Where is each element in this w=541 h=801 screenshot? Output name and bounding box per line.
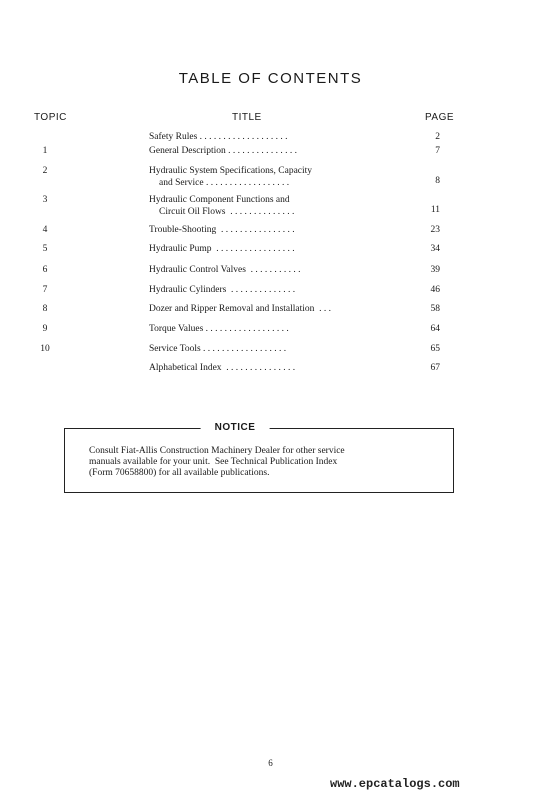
- toc-title: [149, 194, 409, 218]
- toc-topic: 3: [42, 195, 48, 205]
- page-title: TABLE OF CONTENTS: [178, 70, 363, 87]
- column-header-topic: TOPIC: [34, 112, 67, 123]
- toc-topic: 6: [42, 265, 48, 275]
- toc-title-line: Circuit Oil Flows . . . . . . . . . . . . . .: [159, 207, 295, 217]
- toc-title: [149, 224, 409, 236]
- toc-page: 58: [430, 304, 440, 314]
- toc-page: 11: [430, 205, 440, 215]
- toc-page: 39: [430, 265, 440, 275]
- toc-title-line: Hydraulic System Specifications, Capacity: [149, 166, 313, 176]
- toc-page: 7: [435, 146, 440, 156]
- toc-title: [149, 145, 409, 157]
- toc-title: [149, 303, 409, 315]
- toc-title: [149, 131, 409, 143]
- toc-page: 34: [430, 244, 440, 254]
- toc-title: [149, 343, 409, 355]
- toc-title: [149, 284, 409, 296]
- toc-title-line: Hydraulic Component Functions and: [149, 195, 290, 205]
- toc-title-line: Hydraulic Pump . . . . . . . . . . . . . . . . .: [149, 244, 295, 254]
- toc-title-line: Dozer and Ripper Removal and Installation . . .: [149, 304, 332, 314]
- toc-title: [149, 264, 409, 276]
- toc-title-line: Torque Values . . . . . . . . . . . . . . . . . .: [149, 324, 289, 334]
- page-number: 6: [268, 758, 273, 768]
- toc-page: 8: [435, 176, 440, 186]
- toc-page: 64: [430, 324, 440, 334]
- toc-page: 65: [430, 344, 440, 354]
- column-header-title: TITLE: [232, 112, 262, 123]
- toc-page: 2: [435, 132, 440, 142]
- toc-topic: 4: [42, 225, 48, 235]
- toc-topic: 2: [42, 166, 48, 176]
- toc-page: 67: [430, 363, 440, 373]
- toc-title: [149, 362, 409, 374]
- notice-text: Consult Fiat-Allis Construction Machinery Dealer for other service manuals available for your unit. See Technical Publication Index (Form 70658800) for all available publications.: [89, 446, 345, 478]
- toc-topic: 1: [42, 146, 48, 156]
- toc-title-line: Hydraulic Control Valves . . . . . . . . . . .: [149, 265, 301, 275]
- toc-topic: 8: [42, 304, 48, 314]
- toc-title: [149, 323, 409, 335]
- watermark: www.epcatalogs.com: [330, 777, 460, 791]
- toc-title-line: Safety Rules . . . . . . . . . . . . . . . . . . .: [149, 132, 288, 142]
- toc-title: [149, 165, 409, 189]
- toc-title-line: Hydraulic Cylinders . . . . . . . . . . . . . .: [149, 285, 296, 295]
- toc-title-line: and Service . . . . . . . . . . . . . . . . . .: [159, 178, 290, 188]
- toc-title-line: General Description . . . . . . . . . . . . . . .: [149, 146, 298, 156]
- toc-title-line: Trouble-Shooting . . . . . . . . . . . . . . . .: [149, 225, 295, 235]
- notice-label: NOTICE: [201, 422, 270, 433]
- toc-topic: 9: [42, 324, 48, 334]
- toc-topic: 5: [42, 244, 48, 254]
- toc-title-line: Service Tools . . . . . . . . . . . . . . . . . .: [149, 344, 287, 354]
- toc-page: 23: [430, 225, 440, 235]
- toc-topic: 10: [40, 344, 50, 354]
- toc-title-line: Alphabetical Index . . . . . . . . . . . . . . .: [149, 363, 296, 373]
- toc-page: 46: [430, 285, 440, 295]
- toc-topic: 7: [42, 285, 48, 295]
- toc-title: [149, 243, 409, 255]
- column-header-page: PAGE: [425, 112, 455, 123]
